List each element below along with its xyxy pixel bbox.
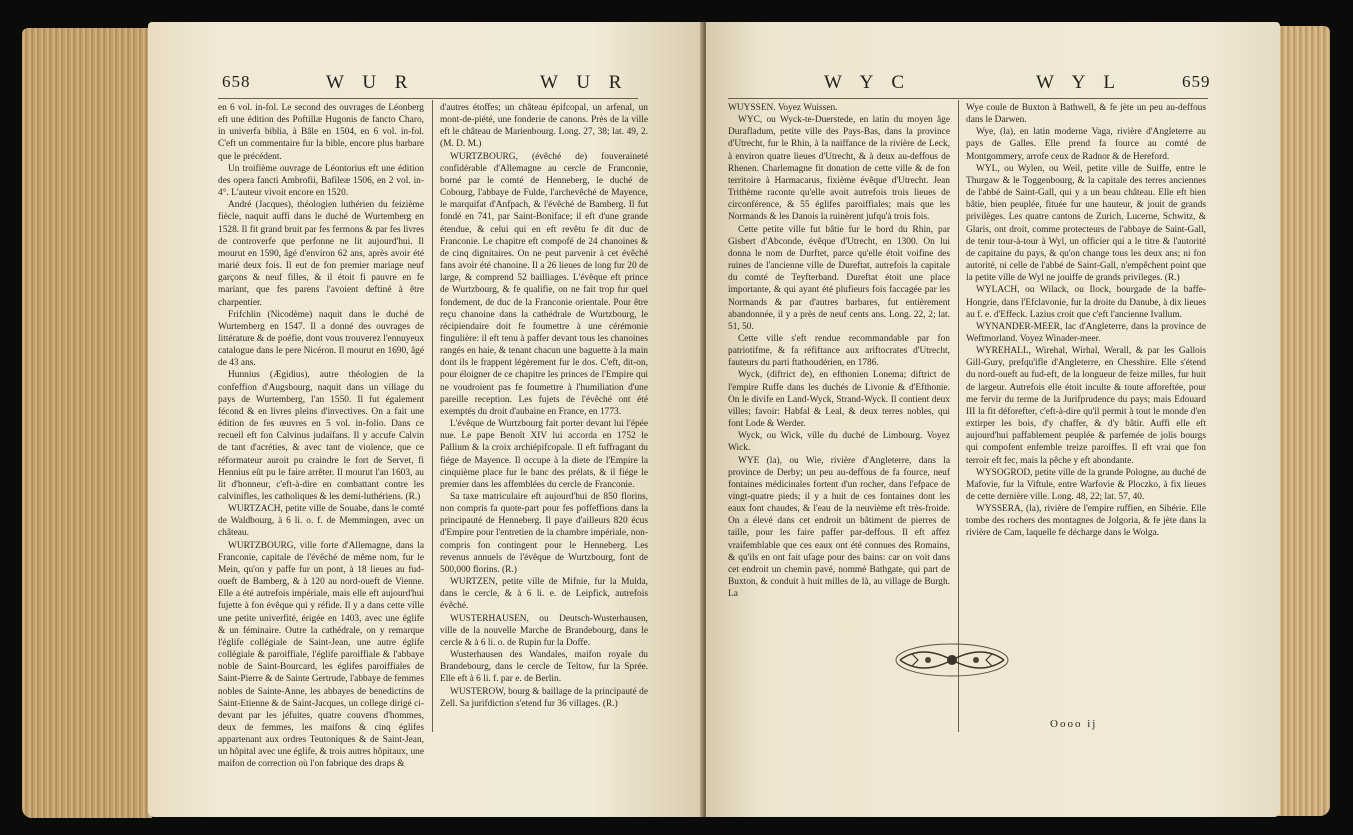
paragraph: Sa taxe matriculaire eft aujourd'hui de 850 florins, non compris fa quote-part pour fes poffeffions dans la principauté de Henneberg. Il paye d'ailleurs 820 écus d'Empire pour l'entretien de la chambre impériale, non-compris fon contingent pour le Henneberg. Les revenus annuels de l'évêque de Wurtzbourg, font de 500,000 florins. (R.) (440, 492, 648, 575)
paragraph: WYREHALL, Wirehal, Wirhal, Werall, & par les Gallois Gill-Gury, prefqu'ifle d'Angleterre, en Chesshire. Elle s'étend du nord-oueft au fud-eft, de la longueur de feize milles, fur huit de largeur. Autrefois elle étoit inculte & toute afforeftée, pour me fervir du terme de la Jurifprudence du pays; mais Edouard III la fit déforefter, c'eft-à-dire qu'il permit à tout le monde d'en extirper les bois, d'y chaffer, & d'y bâtir. Auffi elle eft aujourd'hui paffablement peuplée & parfemée de jolis bourgs qui compofent enfemble treize paroiffes. Il eft vrai que fon terroir eft fec, mais la pêche y eft abondante. (966, 346, 1206, 466)
paragraph: André (Jacques), théologien luthérien du feizième fiècle, naquit auffi dans le duché de Wurtemberg en 1528. Il fit grand bruit par fes fermons & par fes livres de controverfe que perfonne ne lit aujourd'hui. Il mourut en 1590, âgé d'environ 62 ans, après avoir été marié deux fois. Il eut de fon premier mariage neuf garçons & neuf filles, & il étoit fi pauvre en fe mariant, que fes parens l'avoient deftiné à être charpentier. (218, 200, 424, 308)
paragraph: Wusterhausen des Wandales, maifon royale du Brandebourg, dans le cercle de Teltow, fur la Sprée. Elle eft à 6 li. f. par e. de Berlin. (440, 650, 648, 685)
book-edge-left (22, 28, 152, 818)
paragraph: WYSOGROD, petite ville de la grande Pologne, au duché de Mafovie, fur la Viftule, entre Warfovie & Ploczko, à fix lieues de cette dernière ville. Long. 48, 22; lat. 57, 40. (966, 467, 1206, 502)
paragraph: Wye coule de Buxton à Bathwell, & fe jète un peu au-deffous dans le Darwen. (966, 103, 1206, 126)
paragraph: WYE (la), ou Wie, rivière d'Angleterre, dans la province de Derby; un peu au-deffous de fa fource, neuf fontaines médicinales fortent d'un rocher, dans l'efpace de vingt-quatre pieds; il y a huit de ces fontaines dont les eaux font chaudes, & l'eau de la neuvième eft très-froide. On a élevé dans cet endroit un bâtiment de pierres de taille, pour les faire paffer par-deffous. Il eft affez vraifemblable que ces eaux ont été connues des Romains, & qu'ils en ont fait ufage pour des bains: car on voit dans cet endroit un chemin pavé, nommé Bathgate, qui part de Buxton, & conduit à huit milles de là, au village de Burgh. La (728, 455, 950, 600)
paragraph: Wye, (la), en latin moderne Vaga, rivière d'Angleterre au pays de Galles. Elle prend fa fource au comté de Montgommery, arrofe ceux de Radnor & de Hereford. (966, 127, 1206, 162)
paragraph: WYL, ou Wylen, ou Weil, petite ville de Suiffe, entre le Thurgaw & le Toggenbourg, & la capitale des terres anciennes de l'abbé de Saint-Gall, qui y a un beau château. Elle eft bien bâtie, bien peuplée, fituée fur une hauteur, & jouit de grands privilèges. Les quatre cantons de Zurich, Lucerne, Schwitz, & Glaris, ont droit, comme protecteurs de l'abbaye de Saint-Gall, de tenir tour-à-tour à Wyl, un officier qui a le titre & l'autorité de capitaine du pays, & qu'on change tous les deux ans; ni fon autorité, ni celle de l'abbé de Saint-Gall, n'empêchent point que la petite ville de Wyl ne jouiffe de grands privileges. (R.) (966, 163, 1206, 284)
running-header-right-1: W Y C (824, 72, 912, 93)
paragraph: WYLACH, ou Wilack, ou Ilock, bourgade de la baffe-Hongrie, dans l'Efclavonie, fur la droite du Danube, à dix lieues au f. e. d'Effeck. Lazius croit que c'eft l'ancienne Ivallum. (966, 285, 1206, 320)
paragraph: Hunnius (Ægidius), autre théologien de la confeffion d'Augsbourg, naquit dans un village du pays de Wurtemberg, l'an 1550. Il fut également fécond & en livres pleins d'invectives. On a fait une édition de fes œuvres en 5 vol. in-folio. Dans ce recueil eft fon Calvinus judaïfans. Il y accufe Calvin de tant d'acréties, & avec tant de violence, que ce réformateur auroit pu craindre le fort de Servet, fi Hennius eût pu le faire arrêter. Il mourut l'an 1603, au lit d'honneur, c'eft-à-dire en combattant contre les calvinifles, les catholiques & les demi-luthériens. (R.) (218, 370, 424, 502)
paragraph: en 6 vol. in-fol. Le second des ouvrages de Léonberg eft une édition des Poftillæ Hugonis de fancto Charo, in univerfa biblia, à Bâle en 1504, en 6 vol. in-fol. C'eft un commentaire fur la bible, encore plus barbare que le précédent. (218, 103, 424, 162)
header-rule-left (218, 98, 638, 99)
running-header-left-2: W U R (540, 72, 629, 93)
paragraph: L'évêque de Wurtzbourg fait porter devant lui l'épée nue. Le pape Benoît XIV lui accorda en 1752 le Pallium & la croix archiépifcopale. Il eft fuffragant du fiége de Mayence. Il occupe à la diete de l'Empire la cinquième place fur le banc des prélats, & il fiége le premier dans les affemblées du cercle de Franconie. (440, 419, 648, 490)
left-column-2 (440, 102, 648, 710)
paragraph: WURTZBOURG, ville forte d'Allemagne, dans la Franconie, capitale de l'évêché de même nom, fur le Mein, qu'on y paffe fur un pont, à 18 lieues au fud-oueft de Bamberg, & à 120 au nord-oueft de Vienne. Elle a été autrefois impériale, mais elle eft aujourd'hui fujette à fon évêque qui y réfide. Il y a dans cette ville une petite univerfité, érigée en 1403, avec une églife & un féminaire. Outre la cathédrale, on y remarque l'églife collégiale de Saint-Jean, une autre églife collégiale & paroiffiale, l'églife paroiffiale & l'abbaye noble de Saint-Bourcard, les églifes paroiffiales de Saint-Pierre & de Sainte Gertrude, l'abbaye de femmes nobles de Sainte-Anne, les abbayes de benedictins de Saint-Etienne & de Saint-Jacques, un college dirigé ci-devant par les jéfuites, quatre couvens d'hommes, deux de femmes, les maifons & cinq églifes appartenant aux ordres Teutoniques & de Saint-Jean, un hôpital avec une églife, & trois autres hôpitaux, une maifon de correction où l'on fabrique des draps & (218, 540, 424, 770)
running-header-left: W U R (326, 72, 415, 93)
page-number-left: 658 (222, 72, 251, 91)
column-divider-right (958, 100, 959, 732)
right-column-1 (728, 102, 950, 600)
paragraph: Cette petite ville fut bâtie fur le bord du Rhin, par Gisbert d'Abconde, évêque d'Utrecht, en 1300. On lui donna le nom de Durftet, parce qu'elle étoit voifine des ruines de l'ancienne ville de Dureftat, autrefois la capitale du comté de Teyfterband. Dureftat étoit une place importante, & qui ayant été plufieurs fois faccagée par les Normands & par d'autres barbares, fut entièrement abandonnée, il y a près de neuf cents ans. Long. 22, 2; lat. 51, 50. (728, 224, 950, 332)
paragraph: Wyck, (diftrict de), en efthonien Lonema; diftrict de l'empire Ruffe dans les duchés de Livonie & d'Efthonie. On le divife en Land-Wyck, Strand-Wyck. Il contient deux villes; favoir: Habfal & Leal, & deux terres nobles, qui font Lode & Werder. (728, 370, 950, 430)
paragraph: WUSTERHAUSEN, ou Deutsch-Wusterhausen, ville de la nouvelle Marche de Brandebourg, dans le cercle & à 6 li. o. de Rupin fur la Doffe. (440, 613, 648, 648)
paragraph: WYC, ou Wyck-te-Duerstede, en latin du moyen âge Durafladum, petite ville des Pays-Bas, dans la province d'Utrecht, fur le Rhin, à la naiffance de la rivière de Leck, à environ quatre lieues d'Utrecht, & à deux au-deffous de Rhenen. Charlemagne fit donation de cette ville & de fon territoire à Harmacarus, fixième évêque d'Utrecht. Jean Trithème raconte qu'elle avoit autrefois trois lieues de circonférence, & 55 églifes paroiffiales; mais que les Normands & les Danois la ruinèrent jufqu'à trois fois. (728, 115, 950, 223)
book-edge-right (1278, 26, 1330, 816)
ornament-tailpiece-icon (892, 640, 1012, 680)
paragraph: Cette ville s'eft rendue recommandable par fon patriotifme, & fa réfiftance aux ariftocrates d'Utrecht, fauteurs du parti ftathoudérien, en 1786. (728, 333, 950, 369)
paragraph: WYSSERA, (la), rivière de l'empire ruffien, en Sibérie. Elle tombe des rochers des montagnes de Jolgoria, & fe jète dans la rivière de Cam, laquelle fe décharge dans le Wolga. (966, 504, 1206, 539)
signature-mark: Oooo ij (1050, 718, 1098, 730)
paragraph: WURTZEN, petite ville de Mifnie, fur la Mulda, dans le cercle, & à 6 li. e. de Leipfick, autrefois évêché. (440, 577, 648, 612)
paragraph: Frifchlin (Nicodème) naquit dans le duché de Wurtemberg en 1547. Il a donné des ouvrages de littérature & de poéfie, dont vous trouverez l'ennuyeux catalogue dans le pere Nicéron. Il mourut en 1690, âgé de 43 ans. (218, 309, 424, 369)
page-number-right: 659 (1182, 72, 1211, 91)
paragraph: Un troifième ouvrage de Léontorius eft une édition des opera fancti Ambrofii, Bafileæ 1506, en 2 vol. in-4°. L'auteur vivoit encore en 1520. (218, 163, 424, 199)
column-divider-left (432, 100, 433, 732)
paragraph: d'autres étoffes; un château épifcopal, un arfenal, un mont-de-piété, une fonderie de canons. Près de la ville eft le château de Marienbourg. Long. 27, 38; lat. 49, 2. (M. D. M.) (440, 103, 648, 150)
right-column-2 (966, 102, 1206, 540)
paragraph: WUSTEROW, bourg & baillage de la principauté de Zell. Sa jurifdiction s'etend fur 36 villages. (R.) (440, 686, 648, 709)
paragraph: WURTZBOURG, (évêché de) fouveraineté confidérable d'Allemagne au cercle de Franconie, borné par le comté de Henneberg, le duché de Cobourg, l'abbaye de Fulde, l'archevêché de Mayence, le marquifat d'Anfpach, & l'évêché de Bamberg. Il fut fondé en 741, par Saint-Boniface; il eft d'une grande étendue, & celui qui en eft revêtu fe dit duc de Franconie. Le chapitre eft compofé de 24 chanoines & de cinq dignitaires. On ne peut parvenir à cet évêché fans avoir été chanoine. Il a 26 lieues de long fur 20 de large, & comprend 52 bailliages. L'évêque eft prince de Wurtzbourg, & fe qualifie, on ne fait trop fur quel fondement, de duc de la Franconie orientale. Pour être reçu chanoine dans la cathédrale de Wurtzbourg, le récipiendaire doit fe foumettre à une cérémonie fingulière: il eft tenu à paffer devant tous les chanoines rangés en haie, & tenant chacun une baguette à la main dont ils le frappent légèrement fur le dos. C'eft, dit-on, pour éloigner de ce chapitre les princes de l'Empire qui ne voudroient pas fe foumettre à l'humiliation d'une pareille reception. Les fujets de l'évêché ont été exemptés du droit d'aubaine en France, en 1773. (440, 151, 648, 417)
paragraph: WYNANDER-MEER, lac d'Angleterre, dans la province de Weftmorland. Voyez Winader-meer. (966, 321, 1206, 344)
paragraph: Wyck, ou Wick, ville du duché de Limbourg. Voyez Wick. (728, 431, 950, 454)
left-page (148, 22, 704, 817)
left-column-1 (218, 102, 424, 771)
paragraph: WURTZACH, petite ville de Souabe, dans le comté de Waldbourg, à 6 li. o. f. de Memmingen, avec un château. (218, 504, 424, 539)
running-header-right-2: W Y L (1036, 72, 1123, 93)
right-page (706, 22, 1280, 817)
header-rule-right (728, 98, 1208, 99)
paragraph: WUYSSEN. Voyez Wuissen. (728, 103, 838, 113)
